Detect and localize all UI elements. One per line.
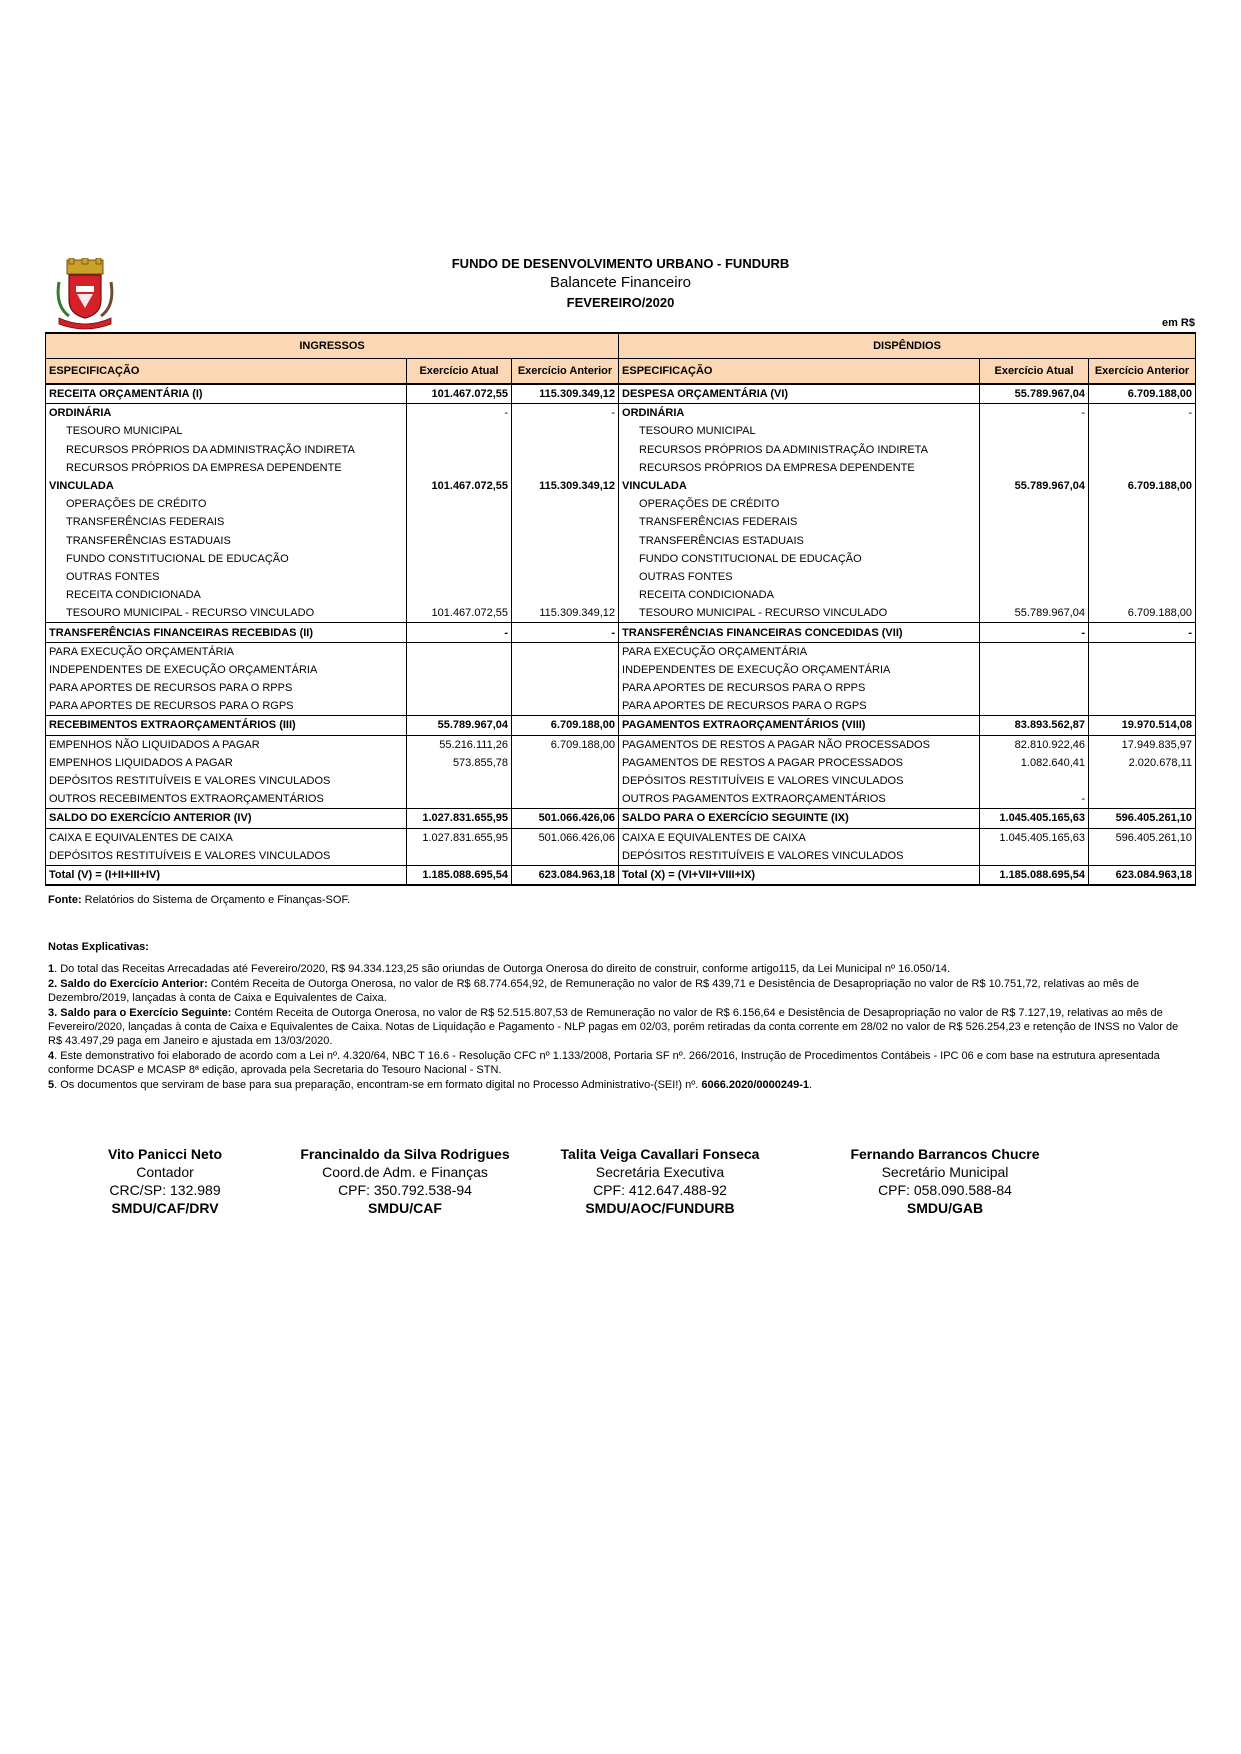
cell-anterior-left — [512, 532, 619, 550]
report-period: FEVEREIRO/2020 — [566, 295, 675, 310]
signer-id: CPF: 058.090.588-84 — [878, 1182, 1012, 1198]
cell-spec-left: RECEITA CONDICIONADA — [46, 586, 407, 604]
cell-anterior-right — [1089, 422, 1196, 440]
note-2-number: 2 — [48, 978, 55, 990]
note-5 — [48, 1078, 1193, 1092]
cell-atual-right — [980, 532, 1089, 550]
cell-atual-left — [407, 441, 512, 459]
cell-atual-right: 1.185.088.695,54 — [980, 865, 1089, 885]
table-row — [46, 697, 1196, 716]
cell-atual-right — [980, 586, 1089, 604]
cell-atual-right — [980, 847, 1089, 866]
cell-anterior-left — [512, 772, 619, 790]
cell-spec-right: PARA APORTES DE RECURSOS PARA O RGPS — [619, 697, 980, 716]
table-row — [46, 422, 1196, 440]
note-1-number: 1 — [48, 963, 55, 975]
cell-atual-right — [980, 642, 1089, 661]
cell-anterior-right: 2.020.678,11 — [1089, 754, 1196, 772]
note-3-heading: . Saldo para o Exercício Seguinte: — [54, 1007, 232, 1019]
signer-unit: SMDU/GAB — [906, 1200, 984, 1216]
cell-anterior-right — [1089, 642, 1196, 661]
cell-anterior-left — [512, 586, 619, 604]
cell-atual-left — [407, 790, 512, 809]
table-row — [46, 790, 1196, 809]
cell-anterior-right — [1089, 459, 1196, 477]
col-exercicio-atual-left: Exercício Atual — [407, 359, 512, 385]
cell-spec-right: RECEITA CONDICIONADA — [619, 586, 980, 604]
signer-name: Fernando Barrancos Chucre — [850, 1146, 1040, 1162]
cell-atual-left: 101.467.072,55 — [407, 477, 512, 495]
col-exercicio-atual-right: Exercício Atual — [980, 359, 1089, 385]
signer-unit: SMDU/CAF — [368, 1200, 442, 1216]
signer-id: CPF: 350.792.538-94 — [338, 1182, 472, 1198]
cell-spec-left: TRANSFERÊNCIAS ESTADUAIS — [46, 532, 407, 550]
cell-atual-right — [980, 697, 1089, 716]
cell-anterior-left — [512, 697, 619, 716]
note-3 — [48, 1006, 1193, 1048]
cell-anterior-left — [512, 495, 619, 513]
cell-atual-left — [407, 697, 512, 716]
cell-atual-left: 55.216.111,26 — [407, 735, 512, 754]
cell-atual-right: - — [980, 623, 1089, 642]
cell-atual-left — [407, 661, 512, 679]
cell-spec-left: RECEBIMENTOS EXTRAORÇAMENTÁRIOS (III) — [46, 716, 407, 735]
col-exercicio-anterior-left: Exercício Anterior — [512, 359, 619, 385]
cell-anterior-right — [1089, 790, 1196, 809]
cell-atual-left — [407, 422, 512, 440]
table-row — [46, 586, 1196, 604]
cell-spec-left: SALDO DO EXERCÍCIO ANTERIOR (IV) — [46, 809, 407, 828]
cell-anterior-right — [1089, 550, 1196, 568]
cell-atual-right: 83.893.562,87 — [980, 716, 1089, 735]
cell-atual-right — [980, 513, 1089, 531]
cell-atual-left — [407, 642, 512, 661]
cell-spec-left: OUTROS RECEBIMENTOS EXTRAORÇAMENTÁRIOS — [46, 790, 407, 809]
signer-id: CPF: 412.647.488-92 — [593, 1182, 727, 1198]
cell-anterior-right — [1089, 586, 1196, 604]
cell-anterior-right: - — [1089, 623, 1196, 642]
signer-name: Vito Panicci Neto — [107, 1146, 223, 1162]
cell-spec-left: ORDINÁRIA — [46, 404, 407, 423]
cell-atual-left: 573.855,78 — [407, 754, 512, 772]
table-row — [46, 384, 1196, 404]
cell-anterior-right — [1089, 772, 1196, 790]
cell-spec-left: CAIXA E EQUIVALENTES DE CAIXA — [46, 828, 407, 847]
cell-anterior-left: 501.066.426,06 — [512, 809, 619, 828]
col-especificacao-left: ESPECIFICAÇÃO — [46, 359, 407, 385]
notes-title: Notas Explicativas: — [48, 941, 149, 953]
cell-anterior-right — [1089, 513, 1196, 531]
cell-atual-left — [407, 568, 512, 586]
table-row — [46, 513, 1196, 531]
cell-spec-right: Total (X) = (VI+VII+VIII+IX) — [619, 865, 980, 885]
currency-label: em R$ — [1161, 317, 1195, 329]
ingressos-header: INGRESSOS — [46, 333, 619, 359]
cell-spec-right: PAGAMENTOS EXTRAORÇAMENTÁRIOS (VIII) — [619, 716, 980, 735]
cell-spec-right: TRANSFERÊNCIAS ESTADUAIS — [619, 532, 980, 550]
cell-anterior-right — [1089, 679, 1196, 697]
dispendios-header: DISPÊNDIOS — [619, 333, 1196, 359]
cell-atual-right — [980, 568, 1089, 586]
table-row — [46, 754, 1196, 772]
cell-anterior-left — [512, 568, 619, 586]
table-row — [46, 735, 1196, 754]
cell-atual-left — [407, 495, 512, 513]
cell-anterior-left — [512, 642, 619, 661]
cell-atual-right — [980, 422, 1089, 440]
cell-spec-right: OPERAÇÕES DE CRÉDITO — [619, 495, 980, 513]
cell-anterior-left — [512, 422, 619, 440]
cell-spec-right: DEPÓSITOS RESTITUÍVEIS E VALORES VINCULADOS — [619, 772, 980, 790]
table-row — [46, 679, 1196, 697]
cell-anterior-right — [1089, 847, 1196, 866]
signer-unit: SMDU/AOC/FUNDURB — [585, 1200, 735, 1216]
signer-role: Secretária Executiva — [595, 1164, 725, 1180]
cell-spec-left: PARA APORTES DE RECURSOS PARA O RPPS — [46, 679, 407, 697]
signer-role: Secretário Municipal — [881, 1164, 1009, 1180]
cell-spec-left: RECURSOS PRÓPRIOS DA EMPRESA DEPENDENTE — [46, 459, 407, 477]
table-row — [46, 477, 1196, 495]
cell-atual-left — [407, 532, 512, 550]
cell-anterior-left — [512, 459, 619, 477]
cell-spec-left: TRANSFERÊNCIAS FINANCEIRAS RECEBIDAS (II) — [46, 623, 407, 642]
cell-anterior-left: 623.084.963,18 — [512, 865, 619, 885]
table-row — [46, 568, 1196, 586]
signature-secretaria-executiva — [535, 1145, 785, 1217]
cell-atual-left — [407, 679, 512, 697]
cell-anterior-right: 623.084.963,18 — [1089, 865, 1196, 885]
cell-spec-right: RECURSOS PRÓPRIOS DA EMPRESA DEPENDENTE — [619, 459, 980, 477]
note-1-text: . Do total das Receitas Arrecadadas até Fevereiro/2020, R$ 94.334.123,25 são oriundas de Outorga Onerosa do direito de construir, conforme artigo115, da Lei Municipal nº 16.050/14. — [54, 963, 951, 975]
cell-atual-right: 55.789.967,04 — [980, 384, 1089, 404]
cell-anterior-right: - — [1089, 404, 1196, 423]
table-row — [46, 495, 1196, 513]
cell-anterior-right: 6.709.188,00 — [1089, 604, 1196, 623]
cell-spec-left: FUNDO CONSTITUCIONAL DE EDUCAÇÃO — [46, 550, 407, 568]
cell-anterior-right — [1089, 441, 1196, 459]
cell-anterior-right: 596.405.261,10 — [1089, 828, 1196, 847]
cell-anterior-right — [1089, 661, 1196, 679]
table-row — [46, 441, 1196, 459]
cell-anterior-left — [512, 790, 619, 809]
note-4-number: 4 — [48, 1050, 55, 1062]
cell-anterior-left — [512, 661, 619, 679]
signer-id: CRC/SP: 132.989 — [109, 1182, 221, 1198]
cell-atual-right — [980, 661, 1089, 679]
cell-anterior-right — [1089, 697, 1196, 716]
note-5-text: . Os documentos que serviram de base para sua preparação, encontram-se em formato digital no Processo Administrativo-(SEI!) nº. — [54, 1079, 699, 1091]
signer-name: Francinaldo da Silva Rodrigues — [300, 1146, 510, 1162]
cell-anterior-left: 115.309.349,12 — [512, 477, 619, 495]
signer-role: Contador — [136, 1164, 194, 1180]
cell-anterior-left — [512, 679, 619, 697]
table-row — [46, 716, 1196, 735]
signer-unit: SMDU/CAF/DRV — [111, 1200, 219, 1216]
table-row — [46, 809, 1196, 828]
cell-atual-left: 1.027.831.655,95 — [407, 809, 512, 828]
cell-atual-left: 1.027.831.655,95 — [407, 828, 512, 847]
cell-atual-left — [407, 459, 512, 477]
table-row — [46, 847, 1196, 866]
table-banner-row — [46, 333, 1196, 359]
note-3-number: 3 — [48, 1007, 55, 1019]
note-2-text: Contém Receita de Outorga Onerosa, no valor de R$ 68.774.654,92, de Remuneração no valor de R$ 439,71 e Desistência de Desapropriação no valor de R$ 10.751,72, relativas ao mês de Dezembro/2019, lançadas à conta de Caixa e Equivalentes de Caixa. — [48, 978, 1140, 1004]
note-5-number: 5 — [48, 1079, 55, 1091]
cell-atual-left — [407, 772, 512, 790]
cell-atual-left — [407, 513, 512, 531]
cell-anterior-left: 115.309.349,12 — [512, 384, 619, 404]
cell-atual-right: 55.789.967,04 — [980, 604, 1089, 623]
cell-spec-left: DEPÓSITOS RESTITUÍVEIS E VALORES VINCULADOS — [46, 772, 407, 790]
cell-anterior-right: 6.709.188,00 — [1089, 477, 1196, 495]
cell-atual-right — [980, 495, 1089, 513]
cell-spec-right: ORDINÁRIA — [619, 404, 980, 423]
cell-atual-left — [407, 586, 512, 604]
cell-spec-right: PARA EXECUÇÃO ORÇAMENTÁRIA — [619, 642, 980, 661]
col-especificacao-right: ESPECIFICAÇÃO — [619, 359, 980, 385]
note-3-text: Contém Receita de Outorga Onerosa, no valor de R$ 52.515.807,53 de Remuneração no valor de R$ 6.156,64 e Desistência de Desapropriação no valor de R$ 7.127,19, relativas ao mês de Fevereiro/2020, lançadas à conta de Caixa e Equivalentes de Caixa. Notas de Liquidação e Pagamento - NLP pagas em 02/03, porém retiradas da conta corrente em 28/02 no valor de R$ 526.254,23 e retenção de INSS no Valor de R$ 43.497,29 paga em Janeiro e ajustada em 13/03/2020. — [48, 1007, 1179, 1047]
table-row — [46, 532, 1196, 550]
source-label: Fonte: — [48, 894, 82, 906]
cell-spec-left: RECEITA ORÇAMENTÁRIA (I) — [46, 384, 407, 404]
cell-spec-left: TRANSFERÊNCIAS FEDERAIS — [46, 513, 407, 531]
table-row — [46, 661, 1196, 679]
note-4 — [48, 1049, 1193, 1077]
cell-spec-right: TESOURO MUNICIPAL — [619, 422, 980, 440]
cell-anterior-left: 6.709.188,00 — [512, 716, 619, 735]
cell-atual-right — [980, 679, 1089, 697]
table-row — [46, 459, 1196, 477]
cell-anterior-left: 115.309.349,12 — [512, 604, 619, 623]
table-row — [46, 828, 1196, 847]
cell-anterior-right: 19.970.514,08 — [1089, 716, 1196, 735]
cell-spec-right: OUTRAS FONTES — [619, 568, 980, 586]
cell-spec-right: DESPESA ORÇAMENTÁRIA (VI) — [619, 384, 980, 404]
cell-spec-right: TRANSFERÊNCIAS FINANCEIRAS CONCEDIDAS (VII) — [619, 623, 980, 642]
cell-spec-left: TESOURO MUNICIPAL - RECURSO VINCULADO — [46, 604, 407, 623]
cell-atual-right: 1.045.405.165,63 — [980, 809, 1089, 828]
explanatory-notes — [48, 940, 1193, 1093]
col-exercicio-anterior-right: Exercício Anterior — [1089, 359, 1196, 385]
table-row — [46, 550, 1196, 568]
source-note — [48, 894, 350, 906]
cell-atual-right: 55.789.967,04 — [980, 477, 1089, 495]
cell-anterior-left — [512, 550, 619, 568]
cell-spec-right: FUNDO CONSTITUCIONAL DE EDUCAÇÃO — [619, 550, 980, 568]
cell-atual-left: 101.467.072,55 — [407, 604, 512, 623]
cell-spec-right: PAGAMENTOS DE RESTOS A PAGAR PROCESSADOS — [619, 754, 980, 772]
balance-table — [45, 332, 1196, 886]
cell-anterior-left: - — [512, 623, 619, 642]
cell-atual-left — [407, 847, 512, 866]
cell-atual-right — [980, 459, 1089, 477]
cell-spec-right: DEPÓSITOS RESTITUÍVEIS E VALORES VINCULADOS — [619, 847, 980, 866]
cell-atual-right — [980, 550, 1089, 568]
cell-anterior-right: 17.949.835,97 — [1089, 735, 1196, 754]
cell-anterior-left — [512, 754, 619, 772]
cell-atual-right — [980, 772, 1089, 790]
cell-atual-left: 1.185.088.695,54 — [407, 865, 512, 885]
cell-spec-left: EMPENHOS LIQUIDADOS A PAGAR — [46, 754, 407, 772]
table-row — [46, 642, 1196, 661]
cell-spec-right: PARA APORTES DE RECURSOS PARA O RPPS — [619, 679, 980, 697]
note-1 — [48, 962, 1193, 976]
table-row — [46, 865, 1196, 885]
cell-atual-right: - — [980, 404, 1089, 423]
cell-spec-right: OUTROS PAGAMENTOS EXTRAORÇAMENTÁRIOS — [619, 790, 980, 809]
note-5-process-number: 6066.2020/0000249-1 — [698, 1079, 809, 1091]
cell-anterior-left: 6.709.188,00 — [512, 735, 619, 754]
cell-atual-left: - — [407, 623, 512, 642]
table-row — [46, 604, 1196, 623]
cell-spec-right: RECURSOS PRÓPRIOS DA ADMINISTRAÇÃO INDIRETA — [619, 441, 980, 459]
cell-anterior-right: 6.709.188,00 — [1089, 384, 1196, 404]
cell-anterior-left: 501.066.426,06 — [512, 828, 619, 847]
cell-anterior-right — [1089, 495, 1196, 513]
cell-anterior-left — [512, 441, 619, 459]
cell-spec-right: TESOURO MUNICIPAL - RECURSO VINCULADO — [619, 604, 980, 623]
cell-atual-right: 1.082.640,41 — [980, 754, 1089, 772]
report-title: FUNDO DE DESENVOLVIMENTO URBANO - FUNDURB — [451, 256, 790, 271]
cell-atual-left: 55.789.967,04 — [407, 716, 512, 735]
signature-coordenador — [280, 1145, 530, 1217]
cell-atual-left: - — [407, 404, 512, 423]
cell-atual-right: - — [980, 790, 1089, 809]
cell-spec-left: RECURSOS PRÓPRIOS DA ADMINISTRAÇÃO INDIRETA — [46, 441, 407, 459]
cell-spec-left: VINCULADA — [46, 477, 407, 495]
cell-anterior-left — [512, 513, 619, 531]
cell-spec-right: PAGAMENTOS DE RESTOS A PAGAR NÃO PROCESSADOS — [619, 735, 980, 754]
cell-spec-left: INDEPENDENTES DE EXECUÇÃO ORÇAMENTÁRIA — [46, 661, 407, 679]
signature-contador — [75, 1145, 255, 1217]
cell-spec-right: CAIXA E EQUIVALENTES DE CAIXA — [619, 828, 980, 847]
cell-atual-left: 101.467.072,55 — [407, 384, 512, 404]
cell-spec-right: TRANSFERÊNCIAS FEDERAIS — [619, 513, 980, 531]
cell-atual-right: 1.045.405.165,63 — [980, 828, 1089, 847]
cell-spec-left: Total (V) = (I+II+III+IV) — [46, 865, 407, 885]
cell-anterior-left: - — [512, 404, 619, 423]
cell-spec-right: VINCULADA — [619, 477, 980, 495]
cell-spec-left: OUTRAS FONTES — [46, 568, 407, 586]
signer-name: Talita Veiga Cavallari Fonseca — [560, 1146, 760, 1162]
table-row — [46, 772, 1196, 790]
cell-spec-left: TESOURO MUNICIPAL — [46, 422, 407, 440]
cell-spec-left: PARA EXECUÇÃO ORÇAMENTÁRIA — [46, 642, 407, 661]
cell-anterior-left — [512, 847, 619, 866]
cell-atual-right — [980, 441, 1089, 459]
note-2-heading: . Saldo do Exercício Anterior: — [54, 978, 208, 990]
signer-role: Coord.de Adm. e Finanças — [322, 1164, 488, 1180]
cell-spec-left: DEPÓSITOS RESTITUÍVEIS E VALORES VINCULADOS — [46, 847, 407, 866]
cell-spec-left: PARA APORTES DE RECURSOS PARA O RGPS — [46, 697, 407, 716]
table-row — [46, 404, 1196, 423]
signature-secretario-municipal — [820, 1145, 1070, 1217]
cell-atual-right: 82.810.922,46 — [980, 735, 1089, 754]
column-header-row — [46, 359, 1196, 385]
report-subtitle: Balancete Financeiro — [550, 274, 691, 291]
cell-anterior-right: 596.405.261,10 — [1089, 809, 1196, 828]
cell-spec-right: INDEPENDENTES DE EXECUÇÃO ORÇAMENTÁRIA — [619, 661, 980, 679]
cell-spec-right: SALDO PARA O EXERCÍCIO SEGUINTE (IX) — [619, 809, 980, 828]
cell-anterior-right — [1089, 532, 1196, 550]
cell-anterior-right — [1089, 568, 1196, 586]
cell-spec-left: OPERAÇÕES DE CRÉDITO — [46, 495, 407, 513]
table-row — [46, 623, 1196, 642]
source-text: Relatórios do Sistema de Orçamento e Finanças-SOF. — [81, 894, 351, 906]
note-5-end: . — [809, 1079, 813, 1091]
cell-atual-left — [407, 550, 512, 568]
cell-spec-left: EMPENHOS NÃO LIQUIDADOS A PAGAR — [46, 735, 407, 754]
note-4-text: . Este demonstrativo foi elaborado de acordo com a Lei nº. 4.320/64, NBC T 16.6 - Resolução CFC nº 1.133/2008, Portaria SF nº. 266/2016, Instrução de Procedimentos Contábeis - IPC 06 e com base na estrutura apresentada conforme DCASP e MCASP 8ª edição, aprovada pela Secretaria do Tesouro Nacional - STN. — [48, 1050, 1160, 1076]
note-2 — [48, 977, 1193, 1005]
